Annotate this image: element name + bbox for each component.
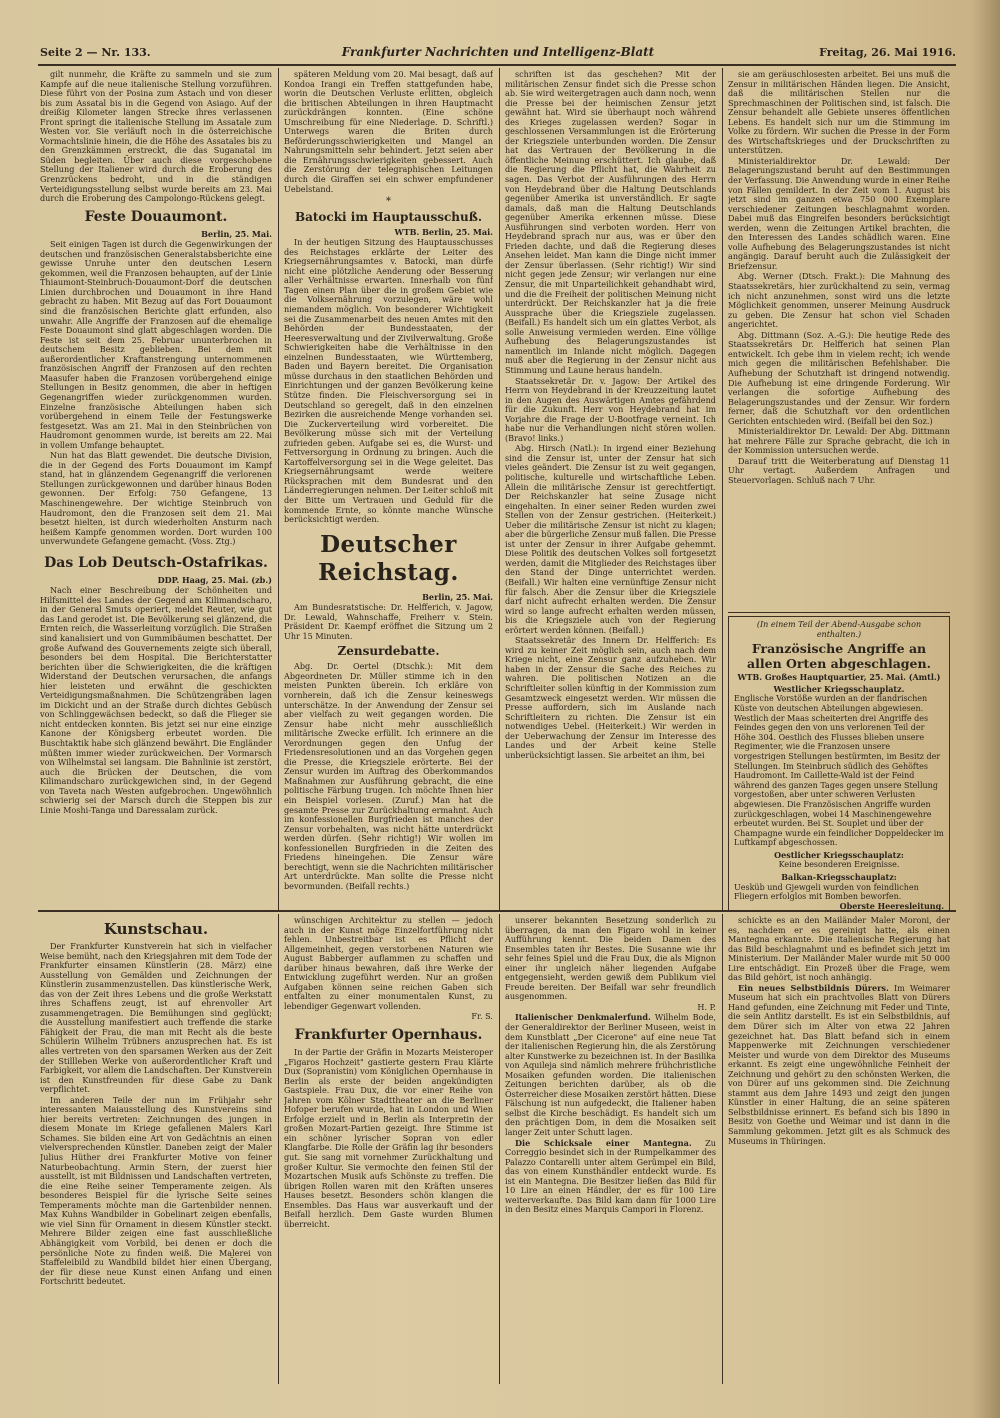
article-paragraph: späteren Meldung vom 20. Mai besagt, daß auf Kondoa Irangi ein Treffen stattgefunden habe, worin die Deutschen Verluste erlitten, obgleich die britischen Abteilungen in ihren Hauptmacht zurückdrängen konnten. (Eine schöne Umschreibung für eine Niederlage. D. Schriftl.) Unterwegs waren die Briten durch Beförderungsschwierigkeiten und Mangel an Nahrungsmitteln sehr behindert. Jetzt seien aber die Ernährungsschwierigkeiten gebessert. Auch die Zerstörung der telegraphischen Leitungen durch die Giraffen sei ein schwer empfundener Uebelstand. bbox=[284, 70, 493, 194]
article-paragraph: Nach einer Beschreibung der Schönheiten und Hilfsmittel des Landes der Gegend am Kilimandscharo, in der General Smuts operiert, meldet Reuter, wie gut das Land gerodet ist. Die Bevölkerung sei glänzend, die Ernten reich, die Wasserleitung vorzüglich. Die Straßen sind kanalisiert und von Gummibäumen beschattet. Der große Aufwand des Gouvernements zeigte sich überall, besonders bei dem Hospital. Die Berichterstatter berichten über die Schwierigkeiten, die die kräftigen Widerstand der Deutschen verursachen, die anfangs hier leisteten und erwähnt die geschickten Verteidigungsmaßnahmen. Die Schützengräben lagen im Dickicht und an der Straße durch dichtes Gebüsch von Schlinggewächsen bedeckt, so daß die Flieger sie nicht entdecken konnten. Bis jetzt sei nur eine einzige Kanone der Königsberg erbeutet worden. Die Buschtaktik habe sich glänzend bewährt. Die Engländer müßten immer wieder zurückweichen. Der Vormarsch von Wilhelmstal sei langsam. Die Bahnlinie ist zerstört, auch die Brücken der Deutschen, die vom Kilimandscharo zurückgewichen sind, in der Gegend von Taveta nach Westen aufgebrochen. Ungewöhnlich schwierig sei der Marsch durch die Steppen bis zur Linie Moshi-Tanga und Daressalam zurück. bbox=[40, 585, 272, 815]
column-rule bbox=[499, 68, 500, 910]
headline-feste-douaumont: Feste Douaumont. bbox=[84, 208, 228, 225]
headline-mantegna: Die Schicksale einer Mantegna. bbox=[515, 1137, 692, 1148]
balkan-report-text: Uesküb und Gjewgeli wurden von feindlichen Fliegern erfolglos mit Bomben beworfen. bbox=[734, 882, 919, 902]
article-paragraph: Staatssekretär des Innern Dr. Helfferich: Es wird zu keiner Zeit möglich sein, auch nach dem Kriege nicht, eine Zensur ganz aufzuheben. Wir haben in der Zensur die Sache des Reiches zu wahren. Die politischen Notizen an die Schriftleiter sollen künftig in der Kommission zum Gesamtzweck eingesetzt werden. Wir müssen die Presse auffordern, sich im Auslande nach Schriftleitern zu richten. Die Zensur ist ein notwendiges Uebel. (Heiterkeit.) Wir werden in der Ueberwachung der Zensur im Interesse des Landes und der Arbeit keine Stelle unberücksichtigt lassen. Sie arbeitet an ihm, bei bbox=[505, 635, 716, 760]
headline-franz-angriffe: Französische Angriffe an allen Orten abgeschlagen. bbox=[747, 641, 931, 672]
article-paragraph: Seit einigen Tagen ist durch die Gegenwirkungen der deutschen und französischen Generalstabsberichte eine gewisse Unruhe unter den deutschen Lesern gekommen, weil die Franzosen behaupten, auf der Linie Thiaumont-Steinbruch-Douaumont-Dorf die deutschen Linien durchbrochen und Douaumont in ihre Hand gebracht zu haben. Mit Bezug auf das Fort Douaumont sind die französischen Berichte glatt erfunden, also unwahr. Alle Angriffe der Franzosen auf die ehemalige Feste Douaumont sind glatt abgeschlagen worden. Die Feste ist seit dem 25. Februar ununterbrochen in deutschem Besitz geblieben. Bei dem mit außerordentlicher Kraftanstrengung unternommenen französischen Angriff der Franzosen auf den rechten Maasufer haben die Franzosen vorübergehend einige Stellungen in Besitz genommen, die aber in heftigen Gegenangriffen wieder zurückgenommen wurden. Einzelne französische Abteilungen haben sich vorübergehend in einem Teile der Festungswerke festgesetzt. Was am 21. Mai in den Steinbrüchen von Haudromont genommen wurde, ist bereits am 22. Mai in vollem Umfange behauptet. bbox=[40, 239, 272, 450]
article-paragraph: Staatssekretär Dr. v. Jagow: Der Artikel des Herrn von Heydebrand in der Kreuzzeitung lautet in den Augen des Auswärtigen Amtes gefährdend für die Zukunft. Herr von Heydebrand hat im Vorjahre die Frage der U-Bootfrage verneint. Ich habe nur die Verhandlungen nicht stören wollen. (Bravo! links.) bbox=[505, 375, 716, 443]
headline-lob-ostafrika: Das Lob Deutsch-Ostafrikas. bbox=[44, 554, 268, 571]
feuilleton-column-4 bbox=[728, 916, 950, 1382]
italy-report-text: gilt nunmehr, die Kräfte zu sammeln und sie zum Kampfe auf die neue italienische Stellung vorzuführen. Diese führt von der Posina zum Astach und von dieser bis zum Assatal bis in die Gegend von Asiago. Auf der dreißig Kilometer langen Strecke ihres verlassenen Front springt die italienische Stellung im Assatale zum Westen vor. Sie verläuft noch in die österreichische Vormachtslinie hinein, die die Höhe des Assatales bis zu den Grenzkämmen erstreckt, die das Suganatal im Süden begleiten. Über auch diese vorgeschobene Stellung der Italiener wird durch die Eroberung des Grenzrückens bedroht, und in die ständigen Verteidigungsstellung selbst wurde bereits am 23. Mai durch die Eroberung des Campolongo-Rückens gelegt. bbox=[40, 70, 272, 204]
article-paragraph: unserer bekannten Besetzung sonderlich zu überragen, da man den Figaro wohl in keiner Aufführung kennt. Die beiden Damen des Ensembles taten ihr Bestes. Die Susanne wie ihr sehr feines Spiel und die Frau Dux, die als Mignon einer ihr ungleich näher liegenden Aufgabe entgegensieht, werden gewiß dem Publikum viel Freude bereiten. Der Beifall war sehr freundlich ausgenommen. bbox=[505, 916, 716, 1002]
subhead-balkan: Balkan-Kriegsschauplatz: bbox=[781, 872, 897, 883]
headline-denkmal: Italienischer Denkmalerfund. bbox=[515, 1012, 651, 1023]
feuilleton-column-2 bbox=[284, 916, 493, 1382]
column-rule bbox=[278, 68, 279, 910]
header-masthead: Frankfurter Nachrichten und Intelligenz-Blatt bbox=[341, 45, 655, 59]
article-paragraph: Abg. Dittmann (Soz. A.-G.): Die heutige Rede des Staatssekretärs Dr. Helfferich hat seinen Plan entwickelt. Ich gebe ihm in vielem recht; ich wende mich gegen die militärischen Befehlshaber. Die Aufhebung der Schutzhaft ist dringend notwendig. Die Aufhebung ist eine dringende Forderung. Wir verlangen die sofortige Aufhebung des Belagerungszustandes und der Zensur. Wir fordern ferner, daß die Schutzhaft vor den ordentlichen Gerichten entschieden wird. (Beifall bei den Soz.) bbox=[728, 329, 950, 426]
article-paragraph: Abg. Dr. Oertel (Dtschk.): Mit dem Abgeordneten Dr. Müller stimme ich in den meisten Punkten überein. Ich erkläre von vornherein, daß ich die Zensur keineswegs unterschätze. In der Anwendung der Zensur sei aber vielfach zu weit gegangen worden. Die Zensur habe nicht mehr ausschließlich militärische Zwecke erfüllt. Ich erinnere an die Verordnungen gegen den Unfug der Friedensresolutionen und an das Vorgehen gegen die Presse, die Kriegsziele erörterte. Bei der Zensur wurden im Auftrag des Oberkommandos Maßnahmen zur Ausführung gebracht, die eine politische Färbung trugen. Ich möchte Ihnen hier ein Beispiel vorlesen. (Zuruf.) Man hat die gesamte Presse zur Zurückhaltung ermahnt. Auch im konfessionellen Burgfrieden ist manches der Zensur vorbehalten, was nicht hätte unterdrückt werden dürfen. (Sehr richtig!) Wir wollen im konfessionellen Burgfrieden in die Zeiten des Friedens hineingehen. Die Zensur wäre berechtigt, wenn sie die Nachrichten militärischer Art unterdrückte. Man sollte die Presse nicht bevormunden. (Beifall rechts.) bbox=[284, 661, 493, 891]
feuilleton-column-3 bbox=[505, 916, 716, 1382]
article-paragraph: In der heutigen Sitzung des Hauptausschusses des Reichstages erklärte der Leiter des Kriegsernährungsamtes v. Batocki, man dürfe nicht eine plötzliche Aenderung oder Besserung aller Verhältnisse erwarten. Innerhalb von fünf Tagen einen Plan über die in großem Gebiet wie die Volksernährung vorzulegen, wäre wohl niemandem möglich. Von besonderer Wichtigkeit sei die Zusammenarbeit des neuen Amtes mit den Behörden der Bundesstaaten, der Heeresverwaltung und der Zivilverwaltung. Große Schwierigkeiten habe die Verhältnisse in den einzelnen Bundesstaaten, wie Württemberg, Baden und Bayern bereitet. Die Organisation müsse durchaus in den staatlichen Behörden und Einrichtungen und der ganzen Bevölkerung keine Stütze finden. Die Fleischversorgung sei in Deutschland so geregelt, daß in den einzelnen Bezirken die ausreichende Menge vorhanden sei. Die Zuckerverteilung wird vorbereitet. Die Bevölkerung müsse sich mit der Verteilung zufrieden geben. Aufgabe sei es, die Wurst- und Fettversorgung in Ordnung zu bringen. Auch die Kartoffelversorgung sei in die Wege geleitet. Das Kriegsernährungsamt werde weitere Rücksprachen mit dem Bundesrat und den Länderregierungen nehmen. Der Leiter schloß mit der Bitte um Vertrauen und Geduld für die kommende Ernte, so könnte manche Wünsche berücksichtigt werden. bbox=[284, 237, 493, 525]
article-paragraph: Ministerialdirektor Dr. Lewald: Der Abg. Dittmann hat mehrere Fälle zur Sprache gebracht, die ich in der Kommission untersuchen werde. bbox=[728, 426, 950, 456]
article-paragraph: Abg. Hirsch (Natl.): In irgend einer Beziehung sind die Zensur ist, unter der Zensur hat sich vieles geändert. Die Zensur ist zu weit gegangen, politische, kulturelle und wirtschaftliche Leben. Allein die militärische Zensur ist gerechtfertigt. Der Reichskanzler hat seine Zusage nicht eingehalten. In einer seiner Reden wurden zwei Stellen von der Zensur gestrichen. (Heiterkeit.) Ueber die militärische Zensur ist nicht zu klagen; aber die bürgerliche Zensur muß fallen. Die Presse ist unter der Zensur in ihrer Aufgabe gehemmt. Diese Politik des deutschen Volkes soll fortgesetzt werden, damit die Mitglieder des Reichstages über den Stand der Dinge unterrichtet werden. (Beifall.) Wir halten eine vernünftige Zensur nicht für falsch. Aber die Zensur über die Kriegsziele darf nicht aufrecht erhalten werden. Die Zensur wird so lange aufrecht erhalten werden müssen, bis die Kriegsziele auch von der Regierung erörtert werden können. (Beifall.) bbox=[505, 443, 716, 635]
column-1 bbox=[40, 70, 272, 908]
war-report-box bbox=[728, 616, 950, 912]
section-rule bbox=[728, 612, 950, 613]
headline-zensurdebatte: Zensurdebatte. bbox=[337, 644, 440, 659]
article-paragraph: Ein neues Selbstbildnis Dürers. Im Weimarer Museum hat sich ein prachtvolles Blatt von Dürers Hand gefunden, eine Zeichnung mit Feder und Tinte, die sein Antlitz darstellt. Es ist ein Selbstbildnis, auf dem Dürer sich im Alter von etwa 22 Jahren gezeichnet hat. Das Blatt befand sich in einem Mappenwerke mit Zeichnungen verschiedener Meister und wurde von dem Direktor des Museums erkannt. Es zeigt eine ungewöhnliche Feinheit der Zeichnung und gehört zu den schönsten Werken, die von Dürer auf uns gekommen sind. Die Zeichnung stammt aus dem Jahre 1493 und zeigt den jungen Künstler in einer Haltung, die an seine späteren Selbstbildnisse erinnert. Es befand sich bis 1890 in Besitz von Goethe und Weimar und ist dann in die Sammlung gekommen. Jetzt gilt es als Schmuck des Museums in Thüringen. bbox=[728, 982, 950, 1146]
subhead-ost: Oestlicher Kriegsschauplatz: bbox=[774, 849, 904, 860]
header-page-number: Seite 2 — Nr. 133. bbox=[40, 46, 151, 59]
dateline: Berlin, 25. Mai. bbox=[422, 591, 493, 602]
headline-opernhaus: Frankfurter Opernhaus. bbox=[294, 1027, 483, 1044]
header-rule bbox=[38, 64, 956, 66]
column-2 bbox=[284, 70, 493, 908]
column-rule bbox=[278, 914, 279, 1384]
subhead-west: Westlicher Kriegsschauplatz. bbox=[773, 683, 905, 694]
evening-edition-note: (In einem Teil der Abend-Ausgabe schon enthalten.) bbox=[756, 620, 922, 639]
signature: Oberste Heeresleitung. bbox=[839, 900, 944, 911]
article-paragraph: Am Bundesratstische: Dr. Helfferich, v. Jagow, Dr. Lewald, Wahnschaffe, Freiherr v. Stein. Präsident Dr. Kaempf eröffnet die Sitzung um 2 Uhr 15 Minuten. bbox=[284, 602, 493, 641]
article-paragraph: schickte es an den Mailänder Maler Moroni, der es, nachdem er es gereinigt hatte, als einen Mantegna erkannte. Die italienische Regierung hat das Bild beschlagnahmt und es befindet sich jetzt im Ministerium. Der Mailänder Maler wurde mit 50 000 Lire entschädigt. Ein Prozeß über die Frage, wem das Bild gehört, ist noch anhängig. bbox=[728, 916, 950, 983]
headline-batocki: Batocki im Hauptausschuß. bbox=[294, 209, 483, 224]
signature: Fr. S. bbox=[471, 1011, 493, 1022]
column-3 bbox=[505, 70, 716, 908]
article-paragraph: Die Schicksale einer Mantegna. Zu Correggio besindet sich in der Rumpelkammer des Palazzo Contarelli unter altem Gerümpel ein Bild, das von einem Kunsthändler entdeckt wurde. Es ist ein Mantegna. Die Besitzer ließen das Bild für 10 Lire an einen Händler, der es für 100 Lire weiterverkaufte. Das Bild kam dann für 1000 Lire in den Besitz eines Marquis Campori in Florenz. bbox=[505, 1137, 716, 1215]
west-report-text: Englische Vorstöße wurden an der flandrischen Küste von deutschen Abteilungen abgewiesen. Westlich der Maas scheiterten drei Angriffe des Feindes gegen den von uns verlorenen Teil der Höhe 304. Oestlich des Flusses blieben unsere Regimenter, wie die Franzosen unsere vorgestrigen Stellungen bestürmten, im Besitz der Stellungen. Im Steinbruch südlich des Gehöftes Haudromont. Im Caillette-Wald ist der Feind während des ganzen Tages gegen unsere Stellung vorgestoßen, aber unter schweren Verlusten abgewiesen. Die Französischen Angriffe wurden zurückgeschlagen, wobei 14 Maschinengewehre erbeutet wurden. Bei St. Souplet und über der Champagne wurde ein feindlicher Doppeldecker im Luftkampf abgeschossen. bbox=[734, 694, 944, 848]
feuilleton-column-1 bbox=[40, 916, 272, 1382]
article-paragraph: Nun hat das Blatt gewendet. Die deutsche Division, die in der Gegend des Forts Douaumont im Kampf stand, hat in glänzendem Gegenangriff die verlorenen Stellungen zurückgewonnen und darüber hinaus Boden gewonnen. Der Erfolg: 750 Gefangene, 13 Maschinengewehre. Der wichtige Steinbruch von Haudromont, den die Franzosen seit dem 21. Mai besetzt hielten, ist durch wiederholten Ansturm nach heißem Kampfe genommen worden. Dort wurden 100 unverwundete Gefangene gemacht. (Voss. Ztg.) bbox=[40, 450, 272, 547]
dateline: WTB. Großes Hauptquartier, 25. Mai. (Amtl.) bbox=[737, 672, 941, 683]
article-paragraph: Abg. Werner (Dtsch. Frakt.): Die Mahnung des Staatssekretärs, hier zurückhaltend zu sein, vermag ich nicht anzunehmen, sonst wird uns die letzte Möglichkeit genommen, unserer Meinung Ausdruck zu geben. Die Zensur hat schon viel Schaden angerichtet. bbox=[728, 271, 950, 330]
headline-kunstschau: Kunstschau. bbox=[103, 920, 209, 938]
article-paragraph: wünschigen Architektur zu stellen — jedoch auch in der Kunst möge Einzelfortführung nicht fehlen. Unbestreitbar ist es Pflicht der Allgemeinheit, gegen verstorbenen Naturen wie August Babberger auflammen zu schaffen und darüber hinaus bewahren, daß ihre Werke der Entwicklung zugeführt werden. Nur an großen Aufgaben können seine reichen Gaben sich entfalten zu einer monumentalen Kunst, zu lebendiger Gegenwart vollenden. bbox=[284, 916, 493, 1011]
headline-deutscher-reichstag: Deutscher Reichstag. bbox=[318, 530, 459, 586]
column-4 bbox=[728, 70, 950, 610]
column-rule bbox=[499, 914, 500, 1384]
article-paragraph: Italienischer Denkmalerfund. Wilhelm Bode, der Generaldirektor der Berliner Museen, weist in dem Kunstblatt „Der Cicerone" auf eine neue Tat der italienischen Regierung hin, die als Zerstörung alter Kunstwerke zu bezeichnen ist. In der Basilika von Aquileja sind nämlich mehrere frühchristliche Mosaiken gefunden worden. Die italienischen Zeitungen berichten darüber, als ob die Österreicher diese Mosaiken zerstört hätten. Diese Fälschung ist nun aufgedeckt, die Italiener haben selbst die Kirche beschädigt. Es handelt sich um den prächtigen Dom, in dem die Mosaiken seit langer Zeit unter Schutt lagen. bbox=[505, 1012, 716, 1138]
dateline: Berlin, 25. Mai. bbox=[201, 228, 272, 239]
running-header bbox=[40, 44, 956, 64]
article-paragraph: Darauf tritt die Weiterberatung auf Dienstag 11 Uhr vertagt. Außerdem Anfragen und Steuervorlagen. Schluß nach 7 Uhr. bbox=[728, 455, 950, 485]
signature: H. P. bbox=[697, 1001, 716, 1012]
article-paragraph: Im anderen Teile der nun im Frühjahr sehr interessanten Maiausstellung des Kunstvereins sind hier bereits vertreten: Zeichnungen des jungen in diesem Monate im Kriege gefallenen Malers Karl Schames. Sie bilden eine Art von Gedächtnis an einen vielversprechenden Künstler. Daneben zeigt der Maler Julius Hüther drei Frankfurter Motive von feiner Naturbeobachtung. Armin Stern, der zuerst hier ausstellt, ist mit Bildnissen und Landschaften vertreten, die eine Reihe seiner Temperamente zeigen. Als besonderes Beispiel für die lyrische Seite seines Temperaments möchte man die Gartenbilder nennen. Max Kuhns Wandbilder in Gobelinart zeigen ebenfalls, wie viel Sinn für Ornament in diesem Künstler steckt. Mehrere Bilder zeigen eine fast ausschließliche Abhängigkeit vom Vorbild, bei denen er doch die persönliche Note zu finden weiß. Die Malerei von Staffeleibild zu Wandbild bildet hier einen Übergang, der für diese neue Kunst einen Anfang und einen Fortschritt bedeutet. bbox=[40, 1094, 272, 1287]
article-paragraph: sie am geräuschlosesten arbeitet. Bei uns muß die Zensur in militärischen Händen liegen. Die Ansicht, daß die militärischen Stellen nur die Sprechmaschinen der Politischen sind, ist falsch. Die Zensur behandelt alle Gebiete unseres öffentlichen Lebens. Es handelt sich nur um die Stimmung im Volke zu fördern. Wir suchen die Presse in der Form des Wirtschaftskrieges und der Druckschriften zu unterstützen. bbox=[728, 70, 950, 156]
separator-star: * bbox=[386, 196, 391, 208]
header-date: Freitag, 26. Mai 1916. bbox=[819, 46, 956, 59]
dateline: WTB. Berlin, 25. Mai. bbox=[394, 226, 493, 237]
article-paragraph: Der Frankfurter Kunstverein hat sich in vielfacher Weise bemüht, nach den Kriegsjahren mit dem Tode der Frankfurter einsamen Künstlerin (28. März) eine Ausstellung von Gemälden und Zeichnungen der Künstlerin zusammenzustellen. Das künstlerische Werk, das von der Zeit ihres Lebens und die große Werkstatt ihres Schaffens zeugt, ist auf ehrenvoller Art zusammengetragen. Die Bemühungen sind geglückt; die Ausstellung manifestiert auch treffende die starke Fähigkeit der Frau, die man mit Recht als die beste Schülerin Wilhelm Trübners anzusprechen hat. Es ist alles vertreten von den sparsamen Werken aus der Zeit der Stillleben Werke von außerordentlicher Kraft und Farbigkeit, vor allem die Landschaften. Der Kunstverein ist den Kunstfreunden für diese Gabe zu Dank verpflichtet. bbox=[40, 941, 272, 1095]
article-paragraph: In der Partie der Gräfin in Mozarts Meisteroper „Figaros Hochzeit" gastierte gestern Frau Klärte Dux (Sopranistin) vom Königlichen Opernhause in Berlin als erste der beiden angekündigten Gastspiele. Frau Dux, die vor einer Reihe von Jahren vom Kölner Stadttheater an die Berliner Hofoper berufen wurde, hat in London und Wien Erfolge erzielt und in Berlin als Interpretin der großen Mozart-Partien gezeigt. Ihre Stimme ist ein schöner lyrischer Sopran von edler Klangfarbe. Die Rolle der Gräfin lag ihr besonders gut. Sie sang mit vornehmer Zurückhaltung und großer Kultur. Sie vermochte den feinen Stil der Mozartschen Musik aufs Schönste zu treffen. Die übrigen Rollen waren mit den Kräften unseres Hauses besetzt. Besonders schön klangen die Ensembles. Das Haus war ausverkauft und der Beifall herzlich. Dem Gaste wurden Blumen überreicht. bbox=[284, 1047, 493, 1229]
headline-duerer: Ein neues Selbstbildnis Dürers. bbox=[738, 982, 889, 993]
article-paragraph: Ministerialdirektor Dr. Lewald: Der Belagerungszustand beruht auf den Bestimmungen der Verfassung. Die Anwendung wurde in einer Reihe von Fällen gemildert. In der Zeit vom 1. August bis jetzt sind im ganzen etwa 750 000 Exemplare verschiedener Zeitungen beschlagnahmt worden. Dabei muß das Eingreifen besonders berücksichtigt werden, wenn die Zeitungen Artikel brachten, die den Interessen des Landes schädlich waren. Eine volle Aufhebung des Belagerungszustandes ist nicht angängig. Darauf beruht auch die Zulässigkeit der Briefzensur. bbox=[728, 155, 950, 271]
dateline: DDP. Haag, 25. Mai. (zb.) bbox=[157, 574, 272, 585]
page-edge-shadow bbox=[972, 0, 1000, 1418]
ost-report-text: Keine besonderen Ereignisse. bbox=[778, 860, 900, 870]
column-rule bbox=[722, 68, 723, 910]
article-paragraph: schriften ist das geschehen? Mit der militärischen Zensur findet sich die Presse schon ab. Sie wird weitergetragen auch dann noch, wenn die Presse bei der heimischen Zensur jetzt gewähnt hat. Wird sie überhaupt noch während des Krieges zugelassen werden? Sogar in geschlossenen Versammlungen ist die Erörterung der Kriegsziele unterbunden worden. Die Zensur hat das Vertrauen der Bevölkerung in die öffentliche Meinung erschüttert. Ich glaube, daß die Regierung die Pflicht hat, die Wahrheit zu sagen. Das Verbot der Ausführungen des Herrn von Heydebrand über die Haltung Deutschlands gegenüber Amerika ist unverständlich. Er sagte damals, daß man die Haltung Deutschlands gegenüber Amerika erkennen müsse. Diese Ausführungen sind verboten worden. Herr von Heydebrand sprach nur aus, was er über den Frieden dachte, und daß die Regierung dieses Ansehen leidet. Man kann die Dinge nicht immer der Zensur überlassen. (Sehr richtig!) Wir sind nicht gegen jede Zensur; wir verlangen nur eine Zensur, die mit Unparteilichkeit gehandhabt wird, und die die Freiheit der politischen Meinung nicht unterdrückt. Der Reichskanzler hat ja die freie Aussprache über die Kriegsziele zugelassen. (Beifall.) Es handelt sich um ein glattes Verbot, als solle Anweisung vermieden werden. Eine völlige Aufhebung des Belagerungszustandes ist namentlich im Inlande nicht möglich. Dagegen muß aber die Regierung in der Zensur nicht aus Stimmung und Laune heraus handeln. bbox=[505, 70, 716, 375]
column-rule bbox=[722, 914, 723, 1384]
